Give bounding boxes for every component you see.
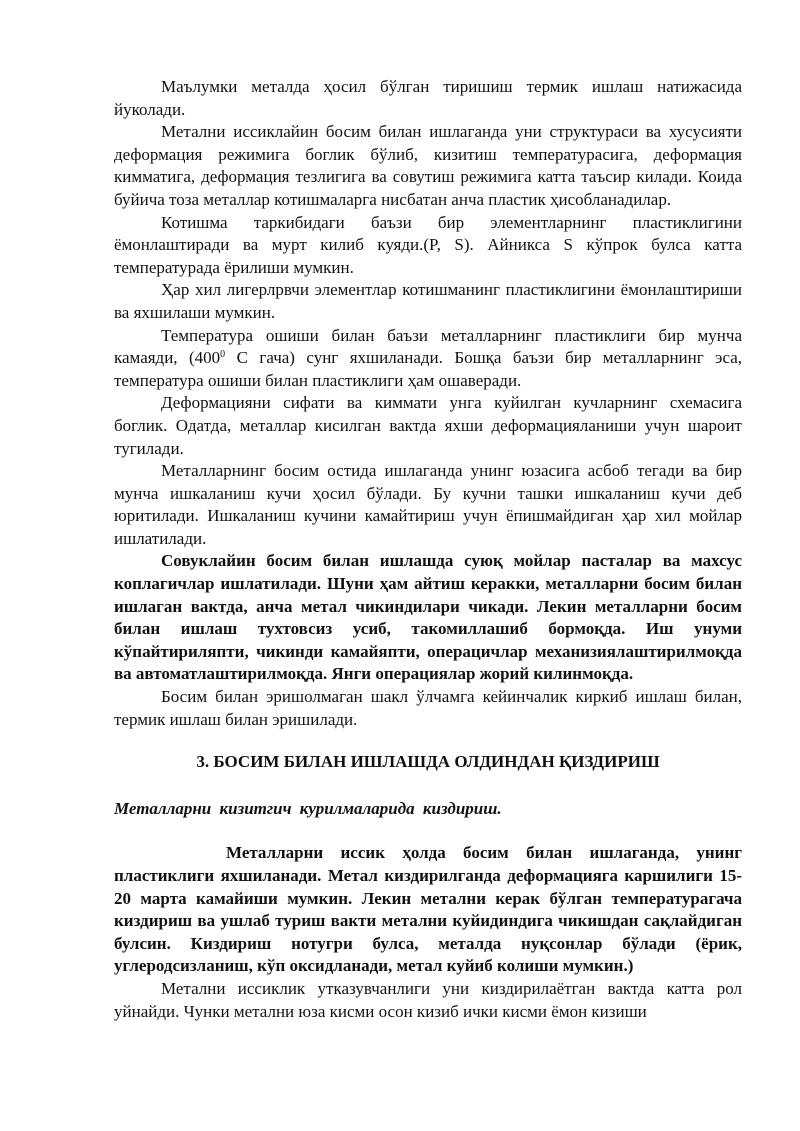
paragraph-3: Котишма таркибидаги баъзи бир элементларнинг пластиклигини ёмонлаштиради ва мурт килиб куяди.(P, S). Айникса S кўпрок булса катта температурада ёрилиши мумкин.	[114, 212, 742, 277]
paragraph-9: Босим билан эришолмаган шакл ўлчамга кейинчалик киркиб ишлаш билан, термик ишлаш билан эришилади.	[114, 687, 742, 729]
paragraph-2: Метални иссиклайин босим билан ишлаганда уни структураси ва хусусияти деформация режимига боглик бўлиб, кизитиш температурасига, деформация кимматига, деформация тезлигига ва совутиш режимига катта таъсир килади. Коида буйича тоза металлар котишмаларга нисбатан анча пластик ҳисобланадилар.	[114, 122, 742, 209]
paragraph-4: Ҳар хил лигерлрвчи элементлар котишманинг пластиклигини ёмонлаштириши ва яхшилаши мумкин.	[114, 280, 742, 322]
section-subheading: Металларни кизитгич курилмаларида киздириш.	[114, 798, 502, 818]
paragraph-1: Маълумки металда ҳосил бўлган тиришиш термик ишлаш натижасида йуколади.	[114, 77, 742, 119]
degree-superscript: 0	[220, 349, 226, 361]
paragraph-5	[114, 325, 742, 393]
paragraph-6: Деформацияни сифати ва киммати унга куйилган кучларнинг схемасига боглик. Одатда, металлар кисилган вактда яхши деформацияланиши учун шароит тугилади.	[114, 393, 742, 458]
paragraph-8-bold: Совуклайин босим билан ишлашда суюқ мойлар пасталар ва махсус коплагичлар ишлатилади. Шуни ҳам айтиш керакки, металларни босим билан ишлаган вактда, анча метал чикиндилари чикади. Лекин металларни босим билан ишлаш тухтовсиз усиб, такомиллашиб бормоқда. Иш унуми кўпайтириляпти, чикинди камайяпти, операцичлар механизиялаштирилмоқда ва автоматлаштирилмоқда. Янги операциялар жорий килинмоқда.	[114, 551, 742, 684]
paragraph-11: Метални иссиклик утказувчанлиги уни киздирилаётган вактда катта рол уйнайди. Чунки метални юза кисми осон кизиб ички кисми ёмон кизиши	[114, 978, 742, 1021]
paragraph-10-bold: Металларни иссик ҳолда босим билан ишлаганда, унинг пластиклиги яхшиланади. Метал киздирилганда деформацияга каршилиги 15-20 марта камайиши мумкин. Лекин метални керак бўлган температурагача киздириш ва ушлаб туриш вакти метални куйидиндига чикишдан сақлайдиган булсин. Киздириш нотугри булса, металда нуқсонлар бўлади (ёрик, углеродсизланиш, кўп оксидланади, метал куйиб колиши мумкин.)	[114, 843, 742, 976]
section-heading: 3. БОСИМ БИЛАН ИШЛАШДА ОЛДИНДАН ҚИЗДИРИШ	[196, 752, 660, 772]
paragraph-5-part-2: С гача) сунг яхшиланади. Бошқа баъзи бир металларнинг эса, температура ошиши билан пластиклиги ҳам ошаверади.	[114, 348, 742, 390]
document-page	[114, 76, 742, 1023]
paragraph-5-part-1: Температура ошиши билан баъзи металларнинг пластиклиги бир мунча камаяди, (400	[114, 325, 742, 368]
paragraph-7: Металларнинг босим остида ишлаганда унинг юзасига асбоб тегади ва бир мунча ишкаланиш кучи ҳосил бўлади. Бу кучни ташки ишкаланиш кучи деб юритилади. Ишкаланиш кучини камайтириш учун ёпишмайдиган ҳар хил мойлар ишлатилади.	[114, 461, 742, 548]
